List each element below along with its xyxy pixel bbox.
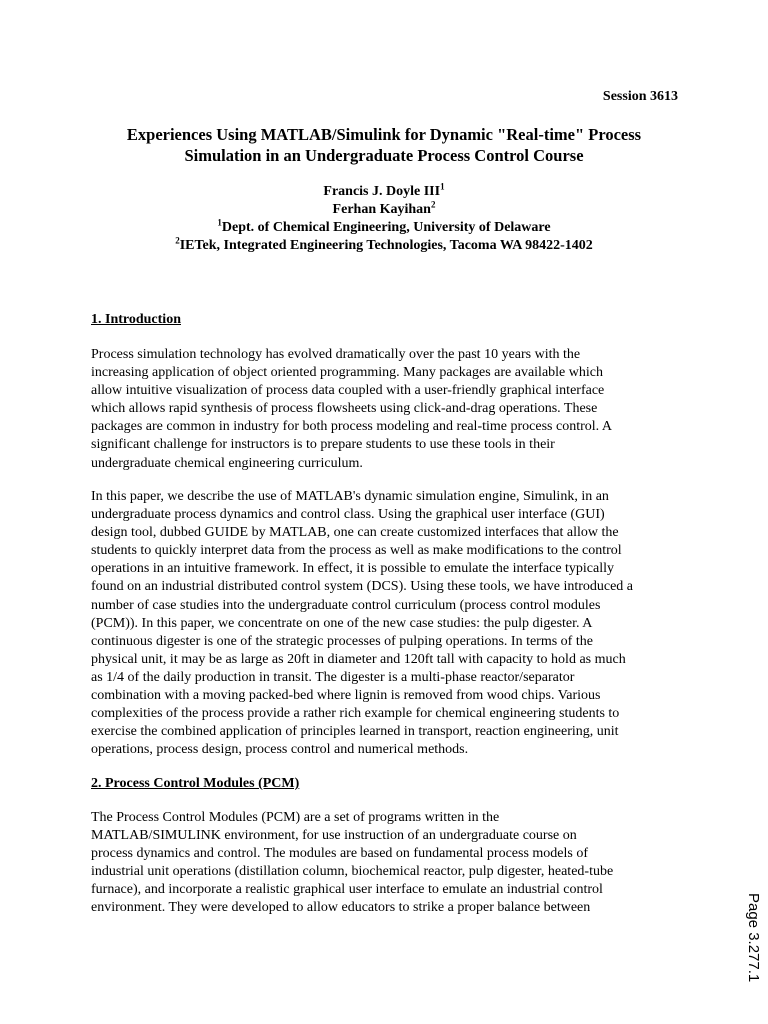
- text-line: complexities of the process provide a rather rich example for chemical engineering students to: [91, 706, 620, 722]
- section-heading-pcm: 2. Process Control Modules (PCM): [91, 776, 300, 791]
- text-line: exercise the combined application of principles learned in transport, reaction engineering, unit: [91, 724, 619, 740]
- text-line: operations, process design, process control and numerical methods.: [91, 742, 469, 758]
- text-line: In this paper, we describe the use of MATLAB's dynamic simulation engine, Simulink, in an: [91, 489, 609, 504]
- author: [90, 183, 678, 201]
- affiliation: [90, 219, 678, 237]
- author-superscript: 1: [440, 181, 445, 192]
- author-name: Francis J. Doyle III: [323, 184, 441, 199]
- text-line: continuous digester is one of the strategic processes of pulping operations. In terms of the: [91, 633, 593, 649]
- text-line: furnace), and incorporate a realistic graphical user interface to emulate an industrial control: [91, 882, 603, 898]
- text-line: The Process Control Modules (PCM) are a set of programs written in the: [91, 810, 500, 825]
- title-line: Experiences Using MATLAB/Simulink for Dynamic "Real-time" Process: [126, 125, 642, 144]
- text-line: students to quickly interpret data from the process as well as make modifications to the control: [91, 543, 622, 559]
- text-line: packages are common in industry for both process modeling and real-time process control. A: [91, 419, 612, 435]
- author-name: Ferhan Kayihan: [332, 202, 431, 217]
- page-number-vertical: [740, 893, 766, 1003]
- text-line: combination with a moving packed-bed where lignin is removed from wood chips. Various: [91, 688, 601, 704]
- text-line: number of case studies into the undergraduate control curriculum (process control modules: [91, 597, 601, 613]
- author-block: [90, 183, 678, 255]
- paragraph-pcm-1: [91, 809, 691, 918]
- affiliation-superscript: 2: [175, 235, 180, 246]
- text-line: industrial unit operations (distillation column, biochemical reactor, pulp digester, heated-tube: [91, 864, 614, 880]
- text-line: environment. They were developed to allow educators to strike a proper balance between: [91, 900, 591, 916]
- affiliation-text: IETek, Integrated Engineering Technologies, Tacoma WA 98422-1402: [179, 238, 593, 253]
- text-line: increasing application of object oriented programming. Many packages are available which: [91, 365, 603, 381]
- paper-title: [90, 124, 678, 166]
- session-label: Session 3613: [602, 89, 678, 104]
- text-line: physical unit, it may be as large as 20ft in diameter and 120ft tall with capacity to hold as much: [91, 651, 626, 667]
- affiliation: [90, 237, 678, 255]
- paragraph-intro-1: [91, 346, 691, 473]
- text-line: design tool, dubbed GUIDE by MATLAB, one can create customized interfaces that allow the: [91, 525, 619, 541]
- text-line: as 1/4 of the daily production in transit. The digester is a multi-phase reactor/separator: [91, 669, 575, 685]
- author-superscript: 2: [430, 199, 436, 210]
- affiliation-superscript: 1: [217, 217, 222, 228]
- text-line: MATLAB/SIMULINK environment, for use instruction of an undergraduate course on: [91, 828, 577, 844]
- text-line: significant challenge for instructors is to prepare students to use these tools in their: [91, 437, 555, 453]
- page-number: Page 3.277.1: [745, 893, 762, 983]
- text-line: process dynamics and control. The modules are based on fundamental process models of: [91, 846, 588, 862]
- text-line: allow intuitive visualization of process data coupled with a user-friendly graphical interface: [91, 383, 605, 399]
- text-line: which allows rapid synthesis of process flowsheets using click-and-drag operations. These: [91, 401, 598, 417]
- title-line: Simulation in an Undergraduate Process Control Course: [184, 146, 584, 165]
- text-line: undergraduate chemical engineering curriculum.: [91, 455, 363, 471]
- text-line: Process simulation technology has evolved dramatically over the past 10 years with the: [91, 347, 581, 362]
- text-line: undergraduate process dynamics and control class. Using the graphical user interface (GUI): [91, 507, 605, 523]
- text-line: (PCM)). In this paper, we concentrate on one of the new case studies: the pulp digester. A: [91, 615, 593, 631]
- paragraph-intro-2: [91, 488, 691, 759]
- author: [90, 201, 678, 219]
- text-line: found on an industrial distributed control system (DCS). Using these tools, we have introduced a: [91, 579, 634, 595]
- text-line: operations in an intuitive framework. In effect, it is possible to emulate the interface typically: [91, 561, 615, 577]
- section-heading-introduction: 1. Introduction: [91, 312, 181, 327]
- affiliation-text: Dept. of Chemical Engineering, University of Delaware: [221, 220, 551, 235]
